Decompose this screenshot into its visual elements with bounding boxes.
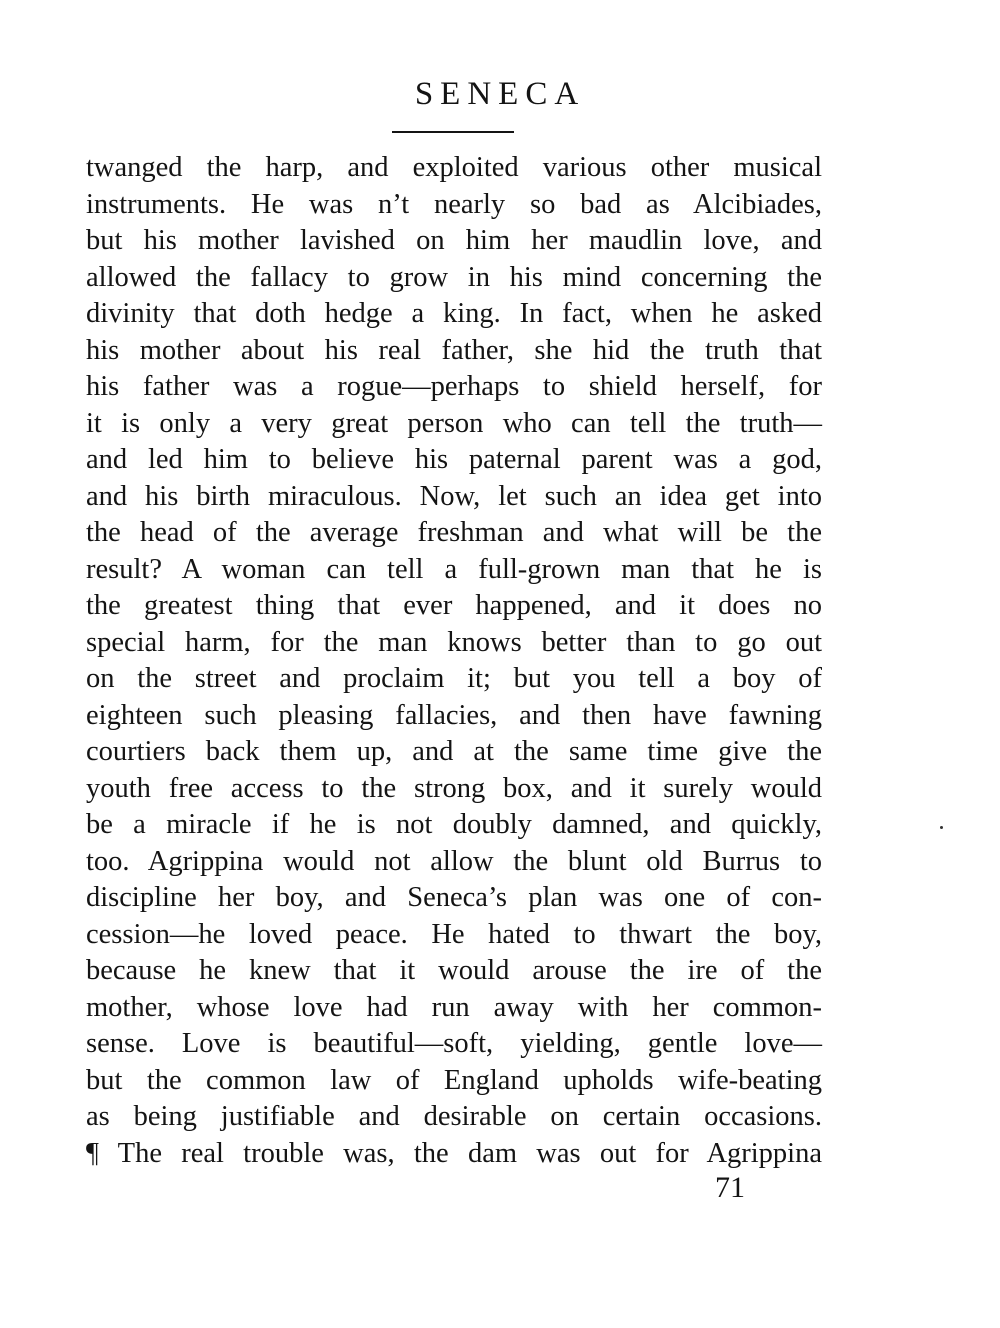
text-line: special harm, for the man knows better than to go out	[86, 626, 822, 658]
page-number: 71	[715, 1171, 745, 1204]
text-line: the greatest thing that ever happened, and it does no	[86, 590, 822, 621]
text-line: on the street and proclaim it; but you tell a boy of	[86, 663, 822, 694]
text-line: mother, whose love had run away with her common-	[86, 991, 822, 1023]
text-line: divinity that doth hedge a king. In fact, when he asked	[86, 298, 822, 329]
text-line: because he knew that it would arouse the ire of the	[86, 955, 822, 986]
text-line: result? A woman can tell a full-grown man that he is	[86, 553, 822, 585]
text-line: be a miracle if he is not doubly damned, and quickly,	[86, 809, 822, 840]
body-text	[86, 150, 822, 1172]
head-rule	[392, 131, 514, 133]
text-line: but his mother lavished on him her maudlin love, and	[86, 225, 822, 256]
text-line: but the common law of England upholds wife-beating	[86, 1064, 822, 1096]
text-line: it is only a very great person who can tell the truth—	[86, 407, 822, 439]
text-line: too. Agrippina would not allow the blunt old Burrus to	[86, 845, 822, 877]
text-line: cession—he loved peace. He hated to thwart the boy,	[86, 918, 822, 950]
text-line: and led him to believe his paternal parent was a god,	[86, 444, 822, 475]
text-line: allowed the fallacy to grow in his mind concerning the	[86, 261, 822, 293]
text-line: his mother about his real father, she hid the truth that	[86, 334, 822, 366]
text-line: youth free access to the strong box, and it surely would	[86, 772, 822, 804]
text-line: as being justifiable and desirable on certain occasions.	[86, 1101, 822, 1132]
text-line: ¶ The real trouble was, the dam was out for Agrippina	[86, 1137, 822, 1169]
text-line: instruments. He was n’t nearly so bad as Alcibiades,	[86, 188, 822, 220]
text-line: courtiers back them up, and at the same time give the	[86, 736, 822, 767]
text-line: his father was a rogue—perhaps to shield herself, for	[86, 371, 822, 402]
text-line: eighteen such pleasing fallacies, and then have fawning	[86, 699, 822, 731]
text-line: the head of the average freshman and what will be the	[86, 517, 822, 548]
text-line: and his birth miraculous. Now, let such an idea get into	[86, 480, 822, 512]
text-line: twanged the harp, and exploited various other musical	[86, 152, 822, 183]
scan-speck	[940, 826, 943, 829]
text-line: sense. Love is beautiful—soft, yielding, gentle love—	[86, 1028, 822, 1059]
running-head: SENECA	[414, 76, 586, 112]
text-line: discipline her boy, and Seneca’s plan was one of con-	[86, 882, 822, 913]
